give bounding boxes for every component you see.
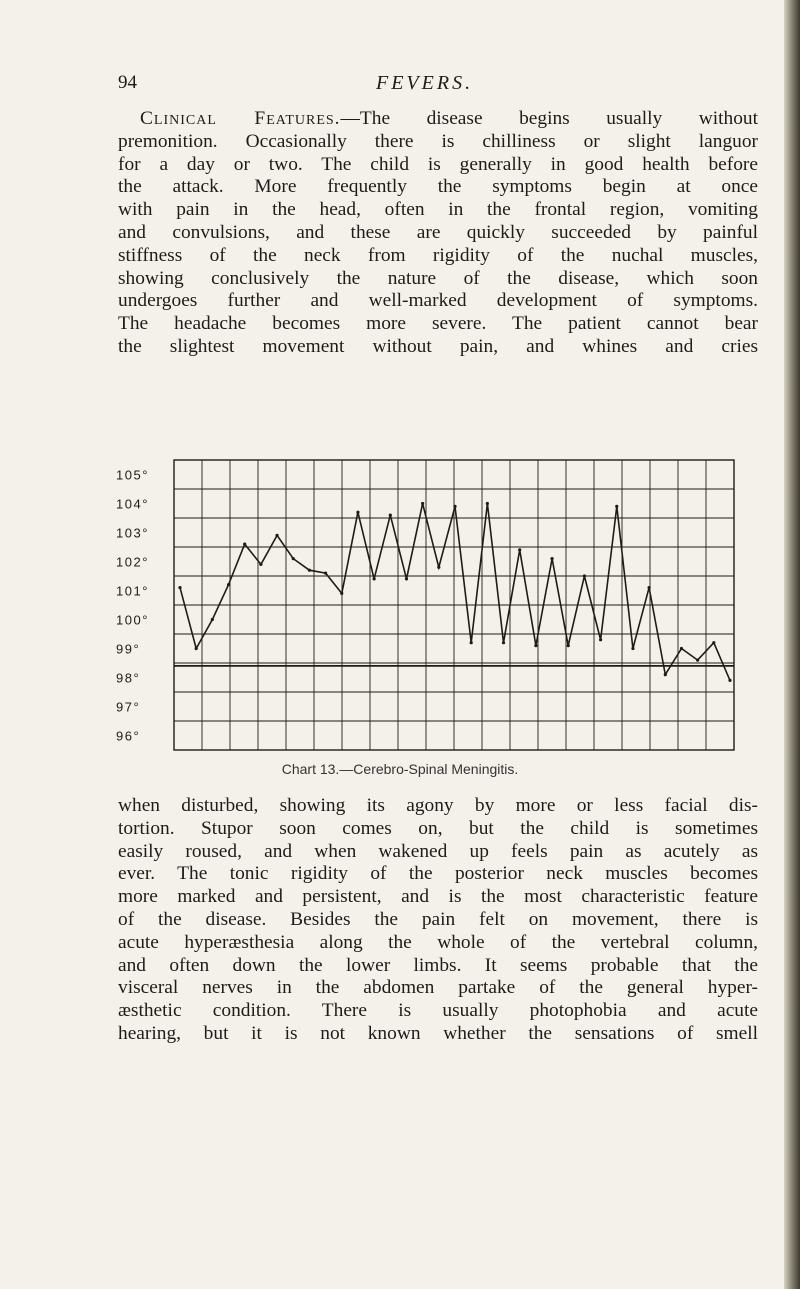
text-line: for a day or two. The child is generally in good health before bbox=[118, 153, 758, 175]
temperature-point bbox=[275, 534, 278, 537]
text-line bbox=[118, 108, 758, 131]
running-head: FEVERS. bbox=[376, 72, 474, 94]
temperature-point bbox=[405, 577, 408, 580]
temperature-point bbox=[292, 557, 295, 560]
temperature-point bbox=[389, 514, 392, 517]
temperature-point bbox=[518, 548, 521, 551]
paragraph-continued bbox=[118, 795, 758, 1046]
text-line: The headache becomes more severe. The patient cannot bear bbox=[118, 313, 758, 335]
y-tick-label: 103° bbox=[116, 525, 149, 541]
text-line: visceral nerves in the abdomen partake of the general hyper- bbox=[118, 977, 758, 999]
y-tick-label: 105° bbox=[116, 467, 149, 483]
temperature-point bbox=[453, 505, 456, 508]
temperature-point bbox=[583, 574, 586, 577]
text-line: hearing, but it is not known whether the sensations of smell bbox=[118, 1022, 758, 1044]
temperature-point bbox=[728, 679, 731, 682]
temperature-point bbox=[437, 566, 440, 569]
temperature-chart-svg bbox=[112, 450, 740, 760]
temperature-chart bbox=[112, 450, 740, 810]
text-line: ever. The tonic rigidity of the posterior neck muscles becomes bbox=[118, 863, 758, 885]
temperature-point bbox=[534, 644, 537, 647]
text-line: the attack. More frequently the symptoms begin at once bbox=[118, 176, 758, 198]
temperature-point bbox=[308, 569, 311, 572]
text-line: with pain in the head, often in the frontal region, vomiting bbox=[118, 199, 758, 221]
text-line: of the disease. Besides the pain felt on movement, there is bbox=[118, 908, 758, 930]
temperature-point bbox=[664, 673, 667, 676]
text-line: acute hyperæsthesia along the whole of the vertebral column, bbox=[118, 931, 758, 953]
text-line: easily roused, and when wakened up feels pain as acutely as bbox=[118, 840, 758, 862]
temperature-point bbox=[470, 641, 473, 644]
text-line-content: —The disease begins usually without bbox=[340, 108, 758, 129]
temperature-point bbox=[648, 586, 651, 589]
temperature-point bbox=[631, 647, 634, 650]
y-tick-label: 98° bbox=[116, 670, 141, 686]
temperature-point bbox=[373, 577, 376, 580]
paragraph-clinical-features bbox=[118, 108, 758, 359]
text-line: the slightest movement without pain, and whines and cries bbox=[118, 335, 758, 357]
temperature-point bbox=[211, 618, 214, 621]
text-line: æsthetic condition. There is usually photophobia and acute bbox=[118, 1000, 758, 1022]
text-line: stiffness of the neck from rigidity of the nuchal muscles, bbox=[118, 244, 758, 266]
temperature-point bbox=[227, 583, 230, 586]
page-edge-shadow bbox=[784, 0, 800, 1289]
section-lead: Clinical Features. bbox=[140, 108, 341, 129]
temperature-point bbox=[550, 557, 553, 560]
temperature-point bbox=[486, 502, 489, 505]
temperature-point bbox=[712, 641, 715, 644]
page-number: 94 bbox=[118, 72, 137, 93]
y-tick-label: 99° bbox=[116, 641, 141, 657]
text-line: and often down the lower limbs. It seems probable that the bbox=[118, 954, 758, 976]
y-tick-label: 102° bbox=[116, 554, 149, 570]
temperature-point bbox=[599, 638, 602, 641]
temperature-point bbox=[615, 505, 618, 508]
chart-caption: Chart 13.—Cerebro-Spinal Meningitis. bbox=[281, 761, 519, 777]
temperature-point bbox=[502, 641, 505, 644]
text-line: undergoes further and well-marked development of symptoms. bbox=[118, 290, 758, 312]
text-line: more marked and persistent, and is the most characteristic feature bbox=[118, 886, 758, 908]
text-line: when disturbed, showing its agony by more or less facial dis- bbox=[118, 795, 758, 816]
y-tick-label: 104° bbox=[116, 496, 149, 512]
text-line: and convulsions, and these are quickly succeeded by painful bbox=[118, 221, 758, 243]
temperature-line bbox=[180, 504, 730, 681]
temperature-point bbox=[356, 511, 359, 514]
temperature-point bbox=[680, 647, 683, 650]
y-tick-label: 96° bbox=[116, 728, 141, 744]
temperature-point bbox=[178, 586, 181, 589]
temperature-point bbox=[195, 647, 198, 650]
y-tick-label: 100° bbox=[116, 612, 149, 628]
text-line: showing conclusively the nature of the disease, which soon bbox=[118, 267, 758, 289]
temperature-point bbox=[243, 543, 246, 546]
temperature-point bbox=[324, 572, 327, 575]
temperature-point bbox=[259, 563, 262, 566]
temperature-point bbox=[340, 592, 343, 595]
temperature-point bbox=[696, 659, 699, 662]
temperature-point bbox=[421, 502, 424, 505]
y-tick-label: 101° bbox=[116, 583, 149, 599]
y-tick-label: 97° bbox=[116, 699, 141, 715]
text-line: tortion. Stupor soon comes on, but the child is sometimes bbox=[118, 817, 758, 839]
text-line: premonition. Occasionally there is chilliness or slight languor bbox=[118, 130, 758, 152]
temperature-point bbox=[567, 644, 570, 647]
page-header bbox=[118, 72, 758, 102]
